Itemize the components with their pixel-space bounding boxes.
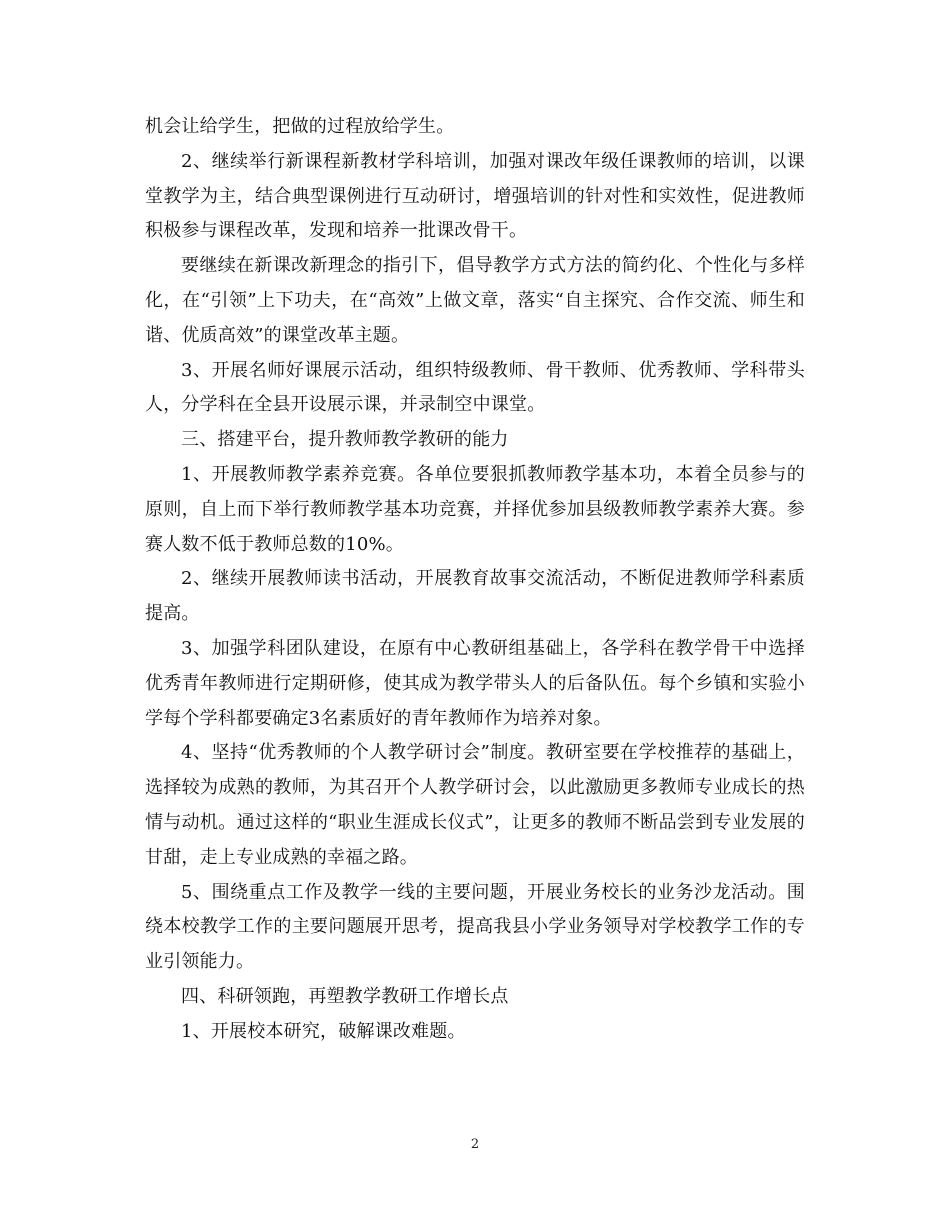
- paragraph-continuation: 机会让给学生，把做的过程放给学生。: [145, 116, 455, 137]
- paragraph-teaching-competition: 1、开展教师教学素养竞赛。各单位要狠抓教师教学基本功，本着全员参与的原则，自上而下举行教师教学基本功竞赛，并择优参加县级教师教学素养大赛。参赛人数不低于教师总数的10%。: [145, 463, 805, 555]
- paragraph-school-research: 1、开展校本研究，破解课改难题。: [181, 1020, 466, 1042]
- paragraph-showcase-lessons: 3、开展名师好课展示活动，组织特级教师、骨干教师、优秀教师、学科带头人，分学科在全县开设展示课，并录制空中课堂。: [145, 359, 805, 416]
- paragraph-seminar-system: 4、坚持“优秀教师的个人教学研讨会”制度。教研室要在学校推荐的基础上，选择较为成熟的教师，为其召开个人教学研讨会，以此激励更多教师专业成长的热情与动机。通过这样的“职业生涯成长仪式”，让更多的教师不断品尝到专业发展的甘甜，走上专业成熟的幸福之路。: [145, 742, 805, 868]
- paragraph-team-building: 3、加强学科团队建设，在原有中心教研组基础上，各学科在教学骨干中选择优秀青年教师进行定期研修，使其成为教学带头人的后备队伍。每个乡镇和实验小学每个学科都要确定3名素质好的青年教师作为培养对象。: [145, 637, 805, 729]
- paragraph-new-curriculum: 要继续在新课改新理念的指引下，倡导教学方式方法的简约化、个性化与多样化，在“引领”上下功夫，在“高效”上做文章，落实“自主探究、合作交流、师生和谐、优质高效”的课堂改革主题。: [145, 255, 805, 346]
- section-heading-platform: 三、搭建平台，提升教师教学教研的能力: [181, 429, 509, 451]
- document-body: [145, 110, 805, 1050]
- paragraph-reading-activity: 2、继续开展教师读书活动，开展教育故事交流活动，不断促进教师学科素质提高。: [145, 568, 805, 625]
- page-number: 2: [470, 1137, 480, 1152]
- section-heading-research: 四、科研领跑，再塑教学教研工作增长点: [181, 985, 509, 1007]
- paragraph-salon-activity: 5、围绕重点工作及教学一线的主要问题，开展业务校长的业务沙龙活动。围绕本校教学工作的主要问题展开思考，提高我县小学业务领导对学校教学工作的专业引领能力。: [145, 881, 805, 973]
- paragraph-training: 2、继续举行新课程新教材学科培训，加强对课改年级任课教师的培训，以课堂教学为主，结合典型课例进行互动研讨，增强培训的针对性和实效性，促进教师积极参与课程改革，发现和培养一批课改骨干。: [145, 150, 805, 242]
